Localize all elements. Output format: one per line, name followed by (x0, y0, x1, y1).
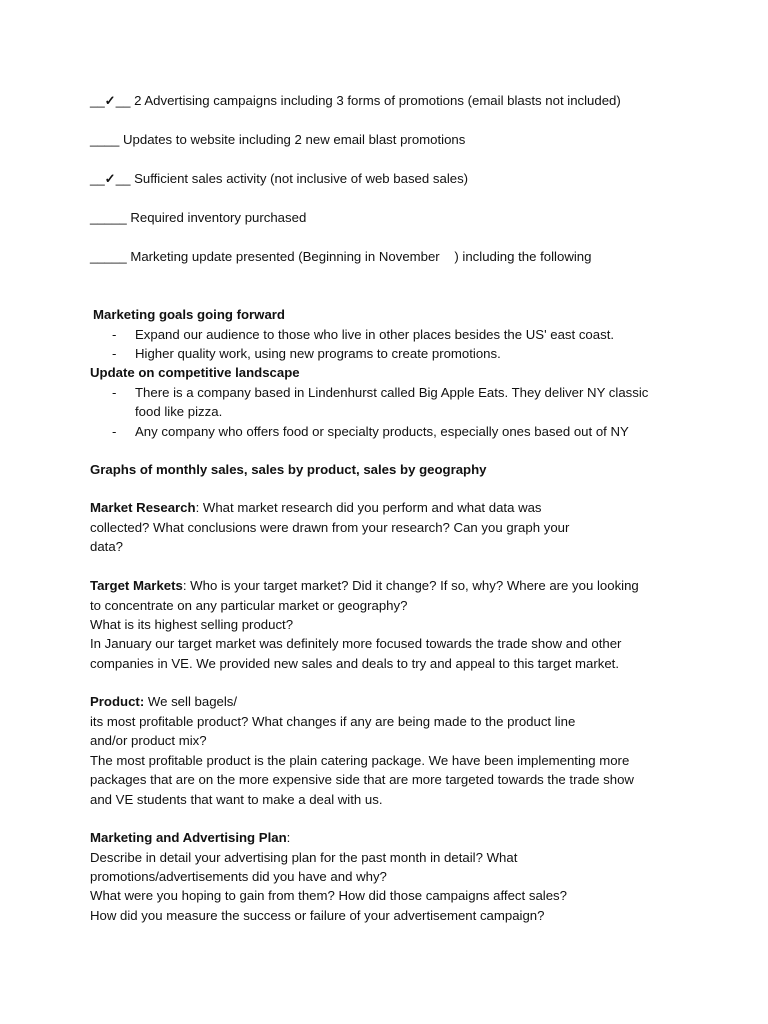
product-answer: The most profitable product is the plain catering package. We have been implementing more (90, 753, 630, 768)
bullet-dash: - (112, 424, 117, 439)
market-research-text: data? (90, 539, 124, 554)
product-text: We sell bagels/ (144, 694, 238, 709)
market-research-text: : What market research did you perform and what data was (195, 500, 542, 515)
checklist-text: Sufficient sales activity (not inclusive of web based sales) (130, 171, 469, 186)
competitor-item: Any company who offers food or specialty products, especially ones based out of NY (135, 424, 629, 439)
advertising-plan-label: Marketing and Advertising Plan (90, 830, 287, 845)
target-markets-line (90, 578, 639, 594)
checkmark-icon: ✓ (104, 93, 116, 108)
checklist-item-sales (90, 171, 468, 187)
bullet-dash: - (112, 346, 117, 361)
checklist-blank: __ (115, 93, 131, 108)
target-markets-text: to concentrate on any particular market or geography? (90, 598, 408, 613)
competitive-heading: Update on competitive landscape (90, 365, 300, 380)
target-markets-answer: companies in VE. We provided new sales and deals to try and appeal to this target market. (90, 656, 620, 671)
checklist-blank: _____ (90, 249, 127, 264)
checklist-text: Marketing update presented (Beginning in November ) including the following (126, 249, 592, 264)
checkmark-icon: ✓ (104, 171, 116, 186)
marketing-goal-item: Higher quality work, using new programs to create promotions. (135, 346, 501, 361)
graphs-heading: Graphs of monthly sales, sales by product, sales by geography (90, 462, 487, 477)
product-answer: and VE students that want to make a deal with us. (90, 792, 383, 807)
product-label: Product: (90, 694, 145, 709)
competitor-item-continued: food like pizza. (135, 404, 223, 419)
market-research-text: collected? What conclusions were drawn from your research? Can you graph your (90, 520, 570, 535)
checklist-text: Required inventory purchased (126, 210, 307, 225)
advertising-plan-text: Describe in detail your advertising plan for the past month in detail? What (90, 850, 518, 865)
checklist-blank: _____ (90, 210, 127, 225)
product-line (90, 694, 237, 710)
bullet-dash: - (112, 385, 117, 400)
target-markets-text: : Who is your target market? Did it change? If so, why? Where are you looking (182, 578, 639, 593)
product-text: its most profitable product? What changes if any are being made to the product line (90, 714, 576, 729)
target-markets-text: What is its highest selling product? (90, 617, 294, 632)
advertising-plan-heading (90, 830, 290, 846)
checklist-blank: __ (90, 171, 105, 186)
product-answer: packages that are on the more expensive side that are more targeted towards the trade show (90, 772, 634, 787)
market-research-label: Market Research (90, 500, 196, 515)
checklist-item-website (90, 132, 465, 148)
advertising-plan-colon: : (286, 830, 291, 845)
advertising-plan-text: promotions/advertisements did you have and why? (90, 869, 387, 884)
checklist-item-inventory (90, 210, 306, 226)
checklist-text: 2 Advertising campaigns including 3 forms of promotions (email blasts not included) (130, 93, 621, 108)
checklist-item-marketing-update (90, 249, 591, 265)
bullet-dash: - (112, 327, 117, 342)
marketing-goals-heading: Marketing goals going forward (93, 307, 285, 322)
checklist-blank: __ (115, 171, 131, 186)
product-text: and/or product mix? (90, 733, 207, 748)
checklist-blank: __ (90, 93, 105, 108)
marketing-goal-item: Expand our audience to those who live in other places besides the US' east coast. (135, 327, 615, 342)
target-markets-answer: In January our target market was definitely more focused towards the trade show and other (90, 636, 622, 651)
checklist-text: Updates to website including 2 new email blast promotions (119, 132, 466, 147)
competitor-item: There is a company based in Lindenhurst called Big Apple Eats. They deliver NY classic (135, 385, 649, 400)
advertising-plan-text: How did you measure the success or failure of your advertisement campaign? (90, 908, 545, 923)
market-research-line (90, 500, 542, 516)
advertising-plan-text: What were you hoping to gain from them? How did those campaigns affect sales? (90, 888, 567, 903)
checklist-item-advertising (90, 93, 621, 109)
target-markets-label: Target Markets (90, 578, 183, 593)
checklist-blank: ____ (90, 132, 120, 147)
